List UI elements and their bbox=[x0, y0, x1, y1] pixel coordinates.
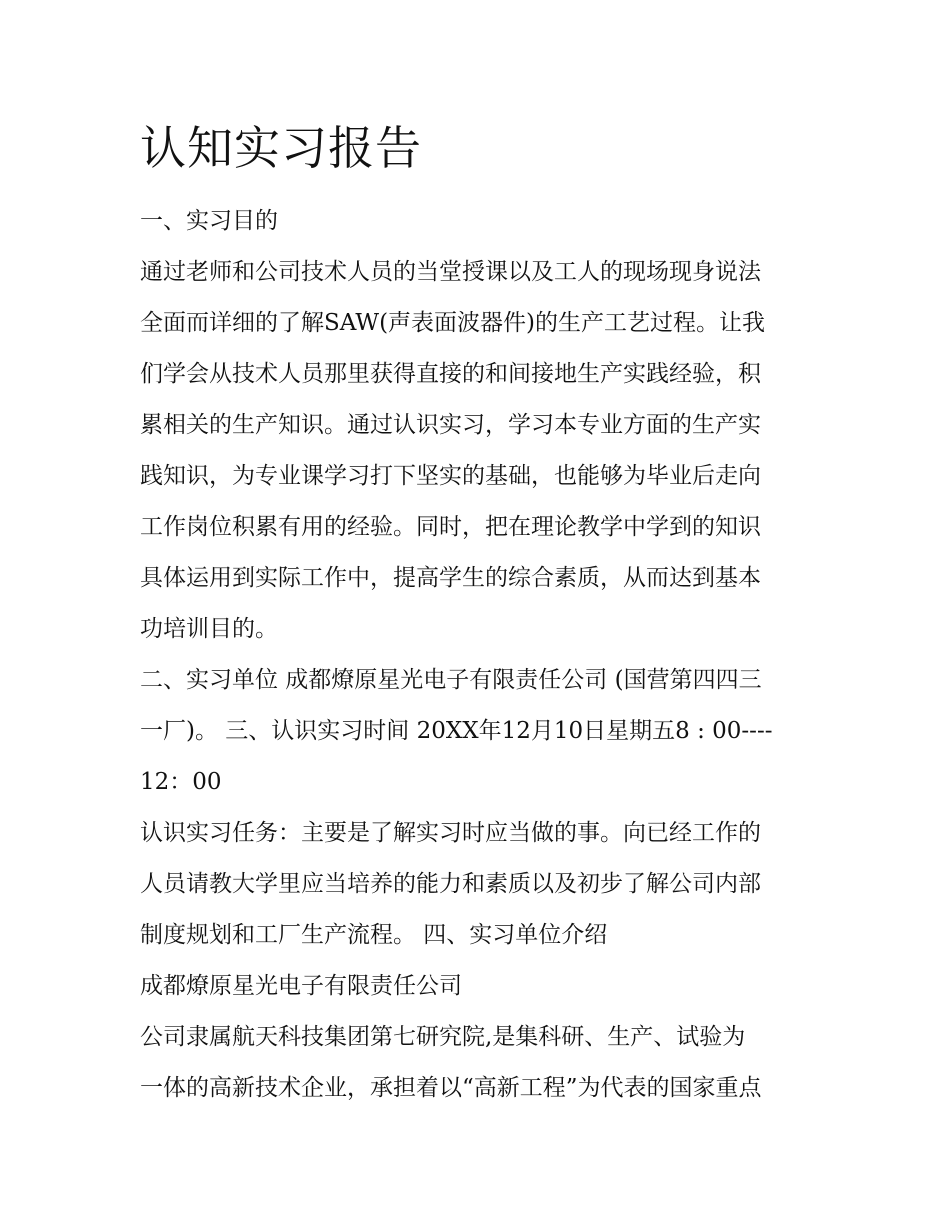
paragraph-line: 制度规划和工厂生产流程。 四、实习单位介绍 bbox=[140, 922, 608, 948]
paragraph-line: 人员请教大学里应当培养的能力和素质以及初步了解公司内部 bbox=[140, 871, 761, 897]
paragraph-line: 功培训目的。 bbox=[140, 616, 278, 642]
section-heading-unit: 二、实习单位 成都燎原星光电子有限责任公司 (国营第四四三 bbox=[140, 667, 762, 693]
paragraph-line: 累相关的生产知识。通过认识实习，学习本专业方面的生产实 bbox=[140, 412, 761, 438]
section-heading-purpose: 一、实习目的 bbox=[140, 208, 278, 234]
paragraph-line: 通过老师和公司技术人员的当堂授课以及工人的现场现身说法 bbox=[140, 259, 761, 285]
paragraph-line: 工作岗位积累有用的经验。同时，把在理论教学中学到的知识 bbox=[140, 514, 761, 540]
document-body bbox=[140, 196, 820, 1114]
document-title: 认知实习报告 bbox=[140, 121, 422, 175]
paragraph-line: 12：00 bbox=[140, 769, 222, 795]
company-name-line: 成都燎原星光电子有限责任公司 bbox=[140, 973, 462, 999]
paragraph-line: 践知识，为专业课学习打下坚实的基础，也能够为毕业后走向 bbox=[140, 463, 761, 489]
paragraph-line: 具体运用到实际工作中，提高学生的综合素质，从而达到基本 bbox=[140, 565, 761, 591]
paragraph-line: 一体的高新技术企业，承担着以“高新工程”为代表的国家重点 bbox=[140, 1075, 762, 1101]
paragraph-line: 公司隶属航天科技集团第七研究院,是集科研、生产、试验为 bbox=[140, 1024, 746, 1050]
paragraph-line: 们学会从技术人员那里获得直接的和间接地生产实践经验，积 bbox=[140, 361, 761, 387]
paragraph-line: 认识实习任务：主要是了解实习时应当做的事。向已经工作的 bbox=[140, 820, 761, 846]
paragraph-line: 全面而详细的了解SAW(声表面波器件)的生产工艺过程。让我 bbox=[140, 310, 766, 336]
paragraph-line: 一厂)。 三、认识实习时间 20XX年12月10日星期五8 : 00---- bbox=[140, 718, 773, 744]
